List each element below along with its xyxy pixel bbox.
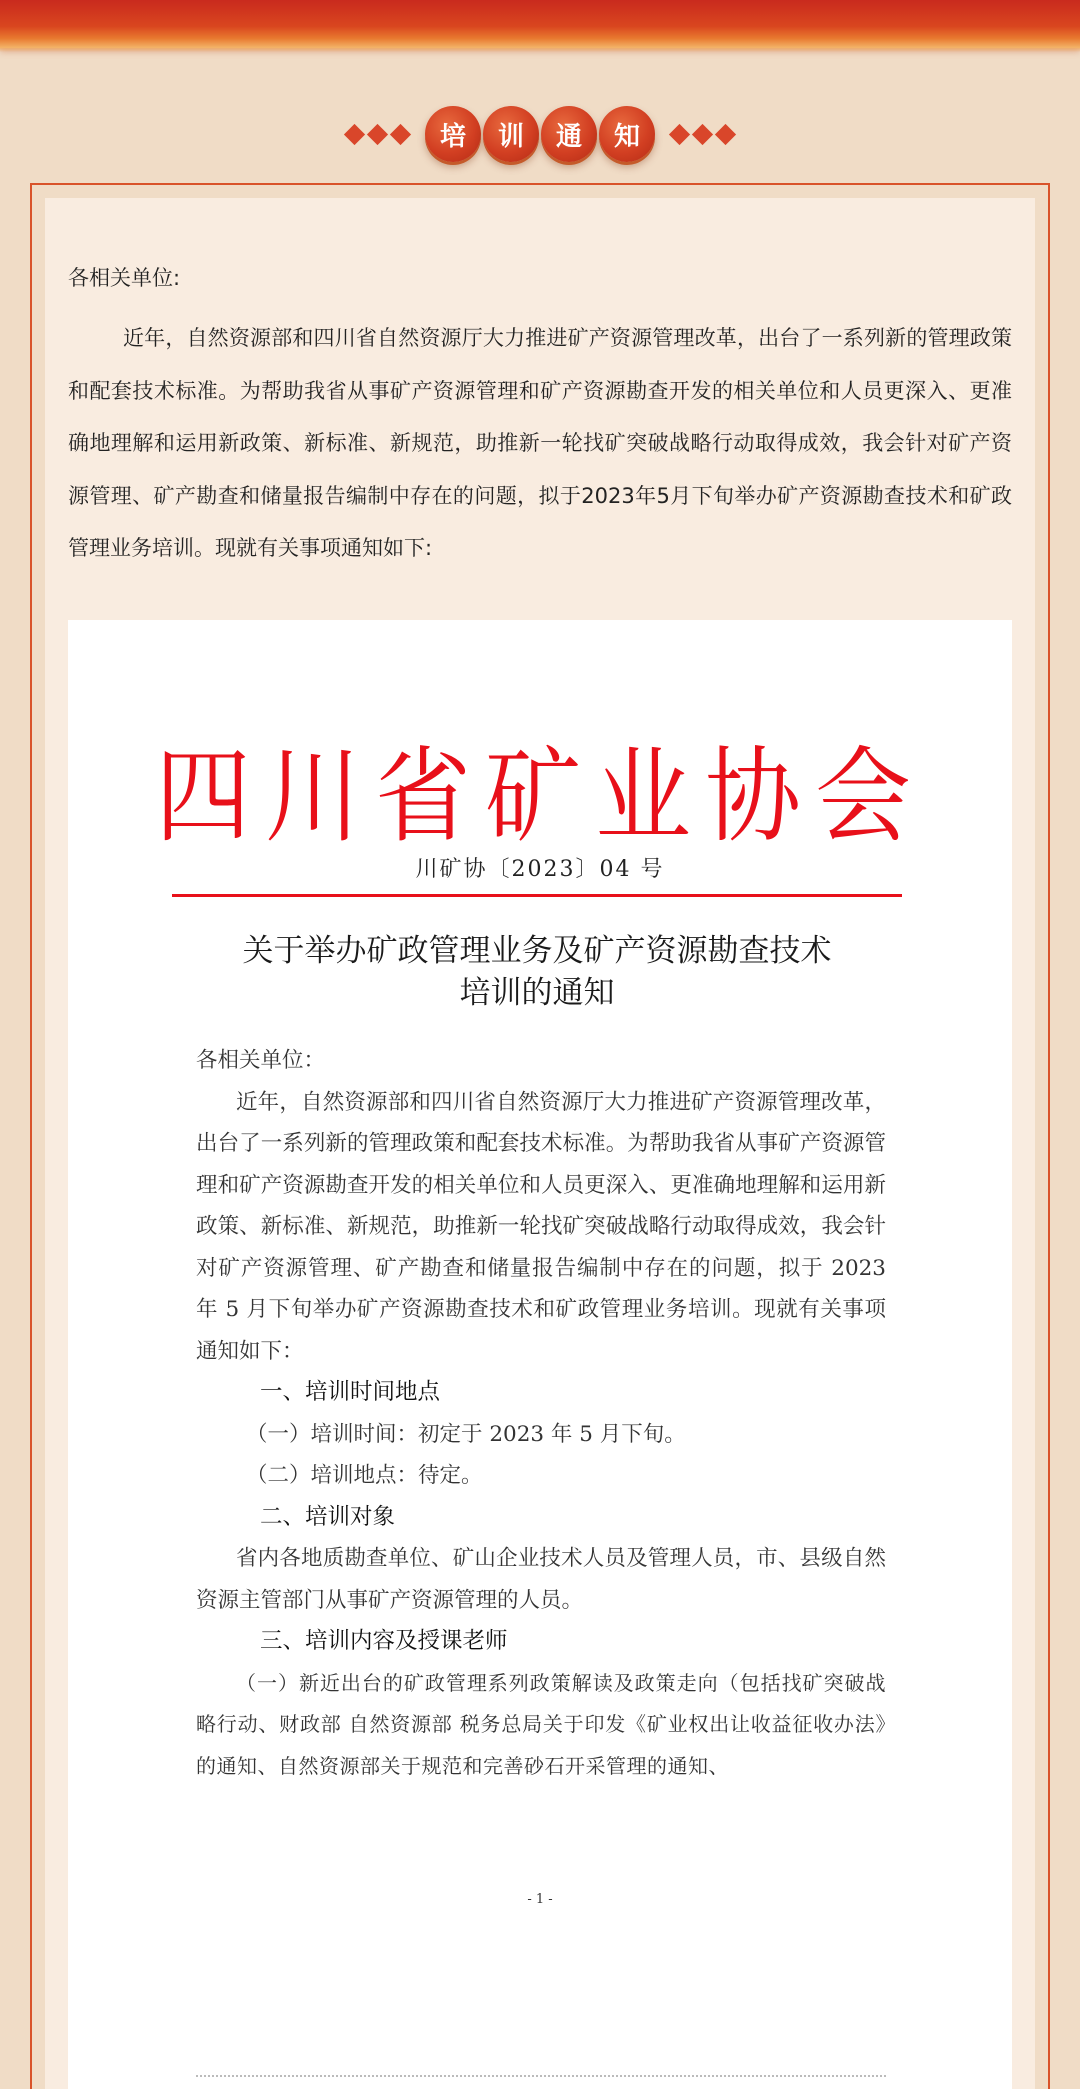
section1-item1: （一）培训时间：初定于 2023 年 5 月下旬。	[246, 1421, 686, 1447]
document-greeting: 各相关单位：	[196, 1048, 326, 1073]
document-title-line2: 培训的通知	[459, 975, 615, 1011]
title-char: 知	[599, 106, 655, 162]
diamond-icon	[367, 123, 388, 144]
diamond-icon	[692, 123, 713, 144]
red-divider	[172, 894, 902, 897]
right-diamond-ornament	[669, 127, 736, 142]
diamond-icon	[390, 123, 411, 144]
section2-heading: 二、培训对象	[260, 1503, 396, 1530]
title-char: 通	[541, 106, 597, 162]
diamond-icon	[669, 123, 690, 144]
diamond-icon	[344, 123, 365, 144]
diamond-icon	[715, 123, 736, 144]
top-decorative-band	[0, 0, 1080, 48]
page-number: - 1 -	[527, 1892, 553, 1907]
document-body	[196, 1040, 886, 1787]
section-title	[0, 104, 1080, 164]
left-diamond-ornament	[344, 127, 411, 142]
document-image-page	[68, 620, 1012, 2089]
title-char: 培	[425, 106, 481, 162]
document-paragraph: 近年，自然资源部和四川省自然资源厅大力推进矿产资源管理改革，出台了一系列新的管理政策和配套技术标准。为帮助我省从事矿产资源管理和矿产资源勘查开发的相关单位和人员更深入、更准确地理解和运用新政策、新标准、新规范，助推新一轮找矿突破战略行动取得成效，我会针对矿产资源管理、矿产勘查和储量报告编制中存在的问题，拟于 2023 年 5 月下旬举办矿产资源勘查技术和矿政管理业务培训。现就有关事项通知如下：	[196, 1089, 886, 1364]
section3-heading: 三、培训内容及授课老师	[260, 1628, 508, 1654]
next-page-text-fragment	[196, 2075, 886, 2085]
document-org-name: 四川省矿业协会	[155, 736, 925, 858]
section1-heading: 一、培训时间地点	[260, 1379, 441, 1405]
section1-item2: （二）培训地点：待定。	[246, 1463, 483, 1488]
intro-greeting: 各相关单位:	[68, 266, 181, 290]
section2-text: 省内各地质勘查单位、矿山企业技术人员及管理人员，市、县级自然资源主管部门从事矿产资源管理的人员。	[196, 1546, 886, 1613]
title-char: 训	[483, 106, 539, 162]
document-title	[172, 930, 902, 1014]
intro-paragraph: 近年，自然资源部和四川省自然资源厅大力推进矿产资源管理改革，出台了一系列新的管理政策和配套技术标准。为帮助我省从事矿产资源管理和矿产资源勘查开发的相关单位和人员更深入、更准确地理解和运用新政策、新标准、新规范，助推新一轮找矿突破战略行动取得成效，我会针对矿产资源管理、矿产勘查和储量报告编制中存在的问题，拟于2023年5月下旬举办矿产资源勘查技术和矿政管理业务培训。现就有关事项通知如下:	[68, 326, 1012, 560]
document-title-line1: 关于举办矿政管理业务及矿产资源勘查技术	[242, 933, 832, 969]
section3-item1: （一）新近出台的矿政管理系列政策解读及政策走向（包括找矿突破战略行动、财政部 自然资源部 税务总局关于印发《矿业权出让收益征收办法》的通知、自然资源部关于规范和完善砂石开采管理的通知、	[196, 1670, 886, 1778]
document-number: 川矿协〔2023〕04 号	[415, 857, 665, 882]
